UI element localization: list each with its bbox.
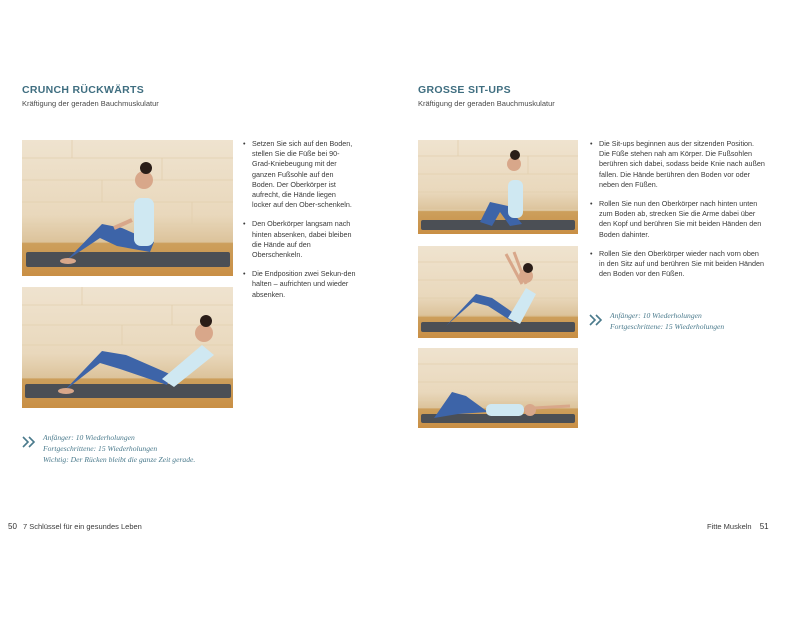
repetition-note — [610, 310, 724, 332]
note-line: Fortgeschrittene: 15 Wiederholungen — [610, 322, 725, 331]
repetition-note — [43, 432, 195, 465]
exercise-title: CRUNCH RÜCKWÄRTS — [22, 84, 145, 96]
exercise-subtitle: Kräftigung der geraden Bauchmuskulatur — [22, 99, 159, 108]
page-footer — [8, 522, 142, 531]
instruction-list — [243, 139, 356, 309]
instruction-item: • Rollen Sie den Oberkörper wieder nach vorn oben in den Sitz auf und berühren Sie mit beiden Händen den Boden vor den Füßen. — [590, 249, 765, 280]
instruction-list — [590, 139, 765, 288]
note-line: Anfänger: 10 Wiederholungen — [43, 433, 135, 442]
exercise-photo-middle — [418, 246, 578, 338]
exercise-photo-start — [22, 140, 233, 276]
instruction-item: • Die Sit-ups beginnen aus der sitzenden Position. Die Füße stehen nah am Körper. Die Fußsohlen berühren sich dabei, sodass beide Knie nach außen fallen. Die Hände berühren den Boden vor oder neben den Füßen. — [590, 139, 765, 190]
right-page — [393, 0, 786, 628]
page-number: 50 — [8, 522, 17, 531]
double-chevron-icon — [589, 314, 603, 326]
double-chevron-icon — [22, 436, 36, 448]
note-line: Anfänger: 10 Wiederholungen — [610, 311, 702, 320]
exercise-subtitle: Kräftigung der geraden Bauchmuskulatur — [418, 99, 555, 108]
note-line: Wichtig: Der Rücken bleibt die ganze Zeit gerade. — [43, 455, 196, 464]
exercise-title: GROSSE SIT-UPS — [418, 84, 511, 96]
instruction-item: • Den Oberkörper langsam nach hinten absenken, dabei bleiben die Hände auf den Oberschenkeln. — [243, 219, 356, 260]
page-footer — [707, 522, 769, 531]
footer-text: Fitte Muskeln — [707, 522, 752, 531]
footer-text: 7 Schlüssel für ein gesundes Leben — [23, 522, 142, 531]
exercise-photo-end — [418, 348, 578, 428]
exercise-photo-start — [418, 140, 578, 234]
note-line: Fortgeschrittene: 15 Wiederholungen — [43, 444, 158, 453]
instruction-item: • Rollen Sie nun den Oberkörper nach hinten unten zum Boden ab, strecken Sie die Arme dabei über den Kopf und berühren Sie mit beiden Händen den Boden dahinter. — [590, 199, 765, 240]
page-number: 51 — [759, 522, 769, 531]
instruction-item: • Setzen Sie sich auf den Boden, stellen Sie die Füße bei 90-Grad-Kniebeugung mit der ganzen Fußsohle auf den Boden. Der Oberkörper ist aufrecht, die Hände liegen locker auf den Ober-schenkeln. — [243, 139, 356, 210]
exercise-photo-end — [22, 287, 233, 408]
instruction-item: • Die Endposition zwei Sekun-den halten – aufrichten und wieder absenken. — [243, 269, 356, 300]
